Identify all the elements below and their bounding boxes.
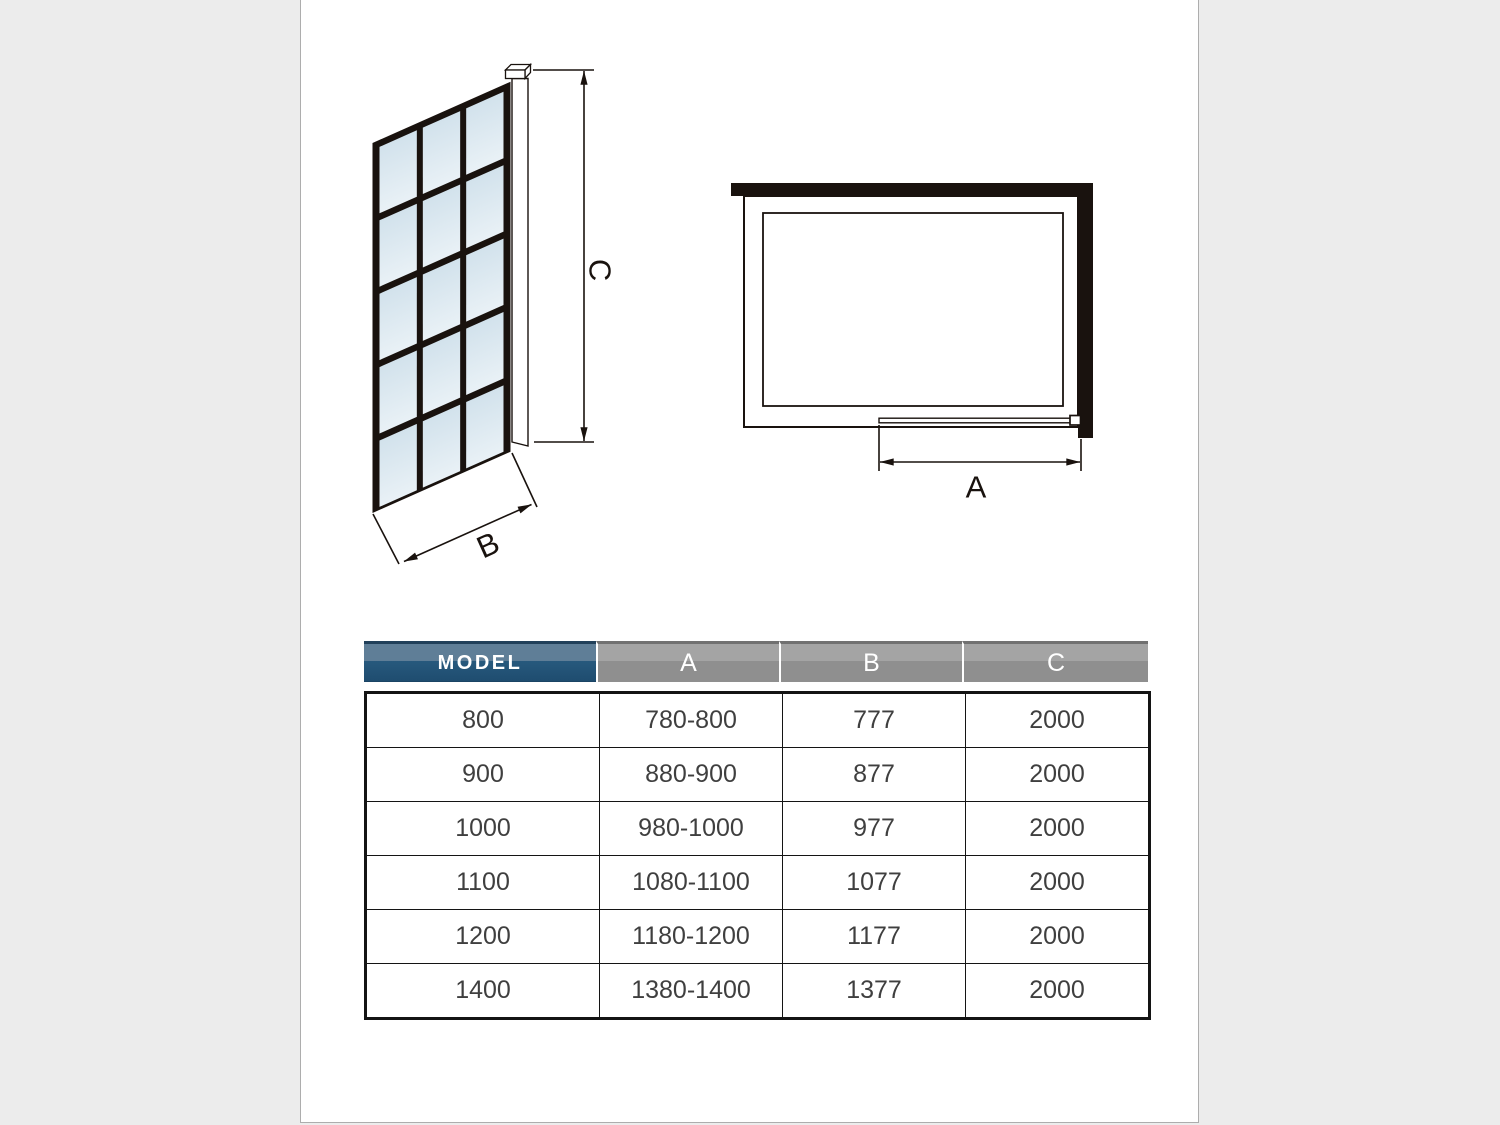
spec-table xyxy=(364,641,1148,1020)
table-row xyxy=(366,856,1150,910)
dim-a-value: 880-900 xyxy=(600,748,783,802)
wall-right xyxy=(1078,183,1093,438)
dim-b-label: B xyxy=(471,524,505,566)
dim-a-value: 1180-1200 xyxy=(600,910,783,964)
document-page xyxy=(300,0,1199,1123)
technical-drawing xyxy=(301,0,1201,630)
header-dim-b: B xyxy=(779,641,962,682)
header-dim-c: C xyxy=(962,641,1148,682)
header-model: MODEL xyxy=(364,641,596,682)
model-value: 1200 xyxy=(366,910,600,964)
front-view-diagram xyxy=(373,65,618,566)
dim-b-value: 977 xyxy=(783,802,966,856)
glass-panel xyxy=(373,82,511,513)
header-dim-a: A xyxy=(596,641,779,682)
dim-c-value: 2000 xyxy=(966,910,1150,964)
dimension-a xyxy=(879,425,1081,505)
dim-c-value: 2000 xyxy=(966,693,1150,748)
dim-b-value: 777 xyxy=(783,693,966,748)
dim-b-value: 1377 xyxy=(783,964,966,1019)
dim-a-value: 780-800 xyxy=(600,693,783,748)
glass-panel-plan xyxy=(879,418,1071,423)
dim-b-value: 877 xyxy=(783,748,966,802)
top-view-diagram xyxy=(731,183,1093,505)
model-value: 900 xyxy=(366,748,600,802)
dim-a-value: 1380-1400 xyxy=(600,964,783,1019)
dim-b-value: 1077 xyxy=(783,856,966,910)
dim-c-value: 2000 xyxy=(966,802,1150,856)
tray-inner-outline xyxy=(763,213,1063,406)
dim-c-value: 2000 xyxy=(966,964,1150,1019)
dim-a-label: A xyxy=(965,469,987,505)
table-row xyxy=(366,910,1150,964)
table-header-row xyxy=(364,641,1148,682)
model-value: 1000 xyxy=(366,802,600,856)
dim-c-value: 2000 xyxy=(966,748,1150,802)
wall-top xyxy=(731,183,1093,196)
wall-bracket xyxy=(1070,416,1081,426)
model-value: 800 xyxy=(366,693,600,748)
dim-a-value: 1080-1100 xyxy=(600,856,783,910)
table-row xyxy=(366,693,1150,748)
table-row xyxy=(366,964,1150,1019)
table-row xyxy=(366,802,1150,856)
spec-table-body xyxy=(364,691,1151,1020)
table-row xyxy=(366,748,1150,802)
dim-b-value: 1177 xyxy=(783,910,966,964)
dim-a-value: 980-1000 xyxy=(600,802,783,856)
model-value: 1400 xyxy=(366,964,600,1019)
dim-c-label: C xyxy=(582,258,618,282)
dim-c-value: 2000 xyxy=(966,856,1150,910)
model-value: 1100 xyxy=(366,856,600,910)
dimension-c xyxy=(533,70,618,442)
